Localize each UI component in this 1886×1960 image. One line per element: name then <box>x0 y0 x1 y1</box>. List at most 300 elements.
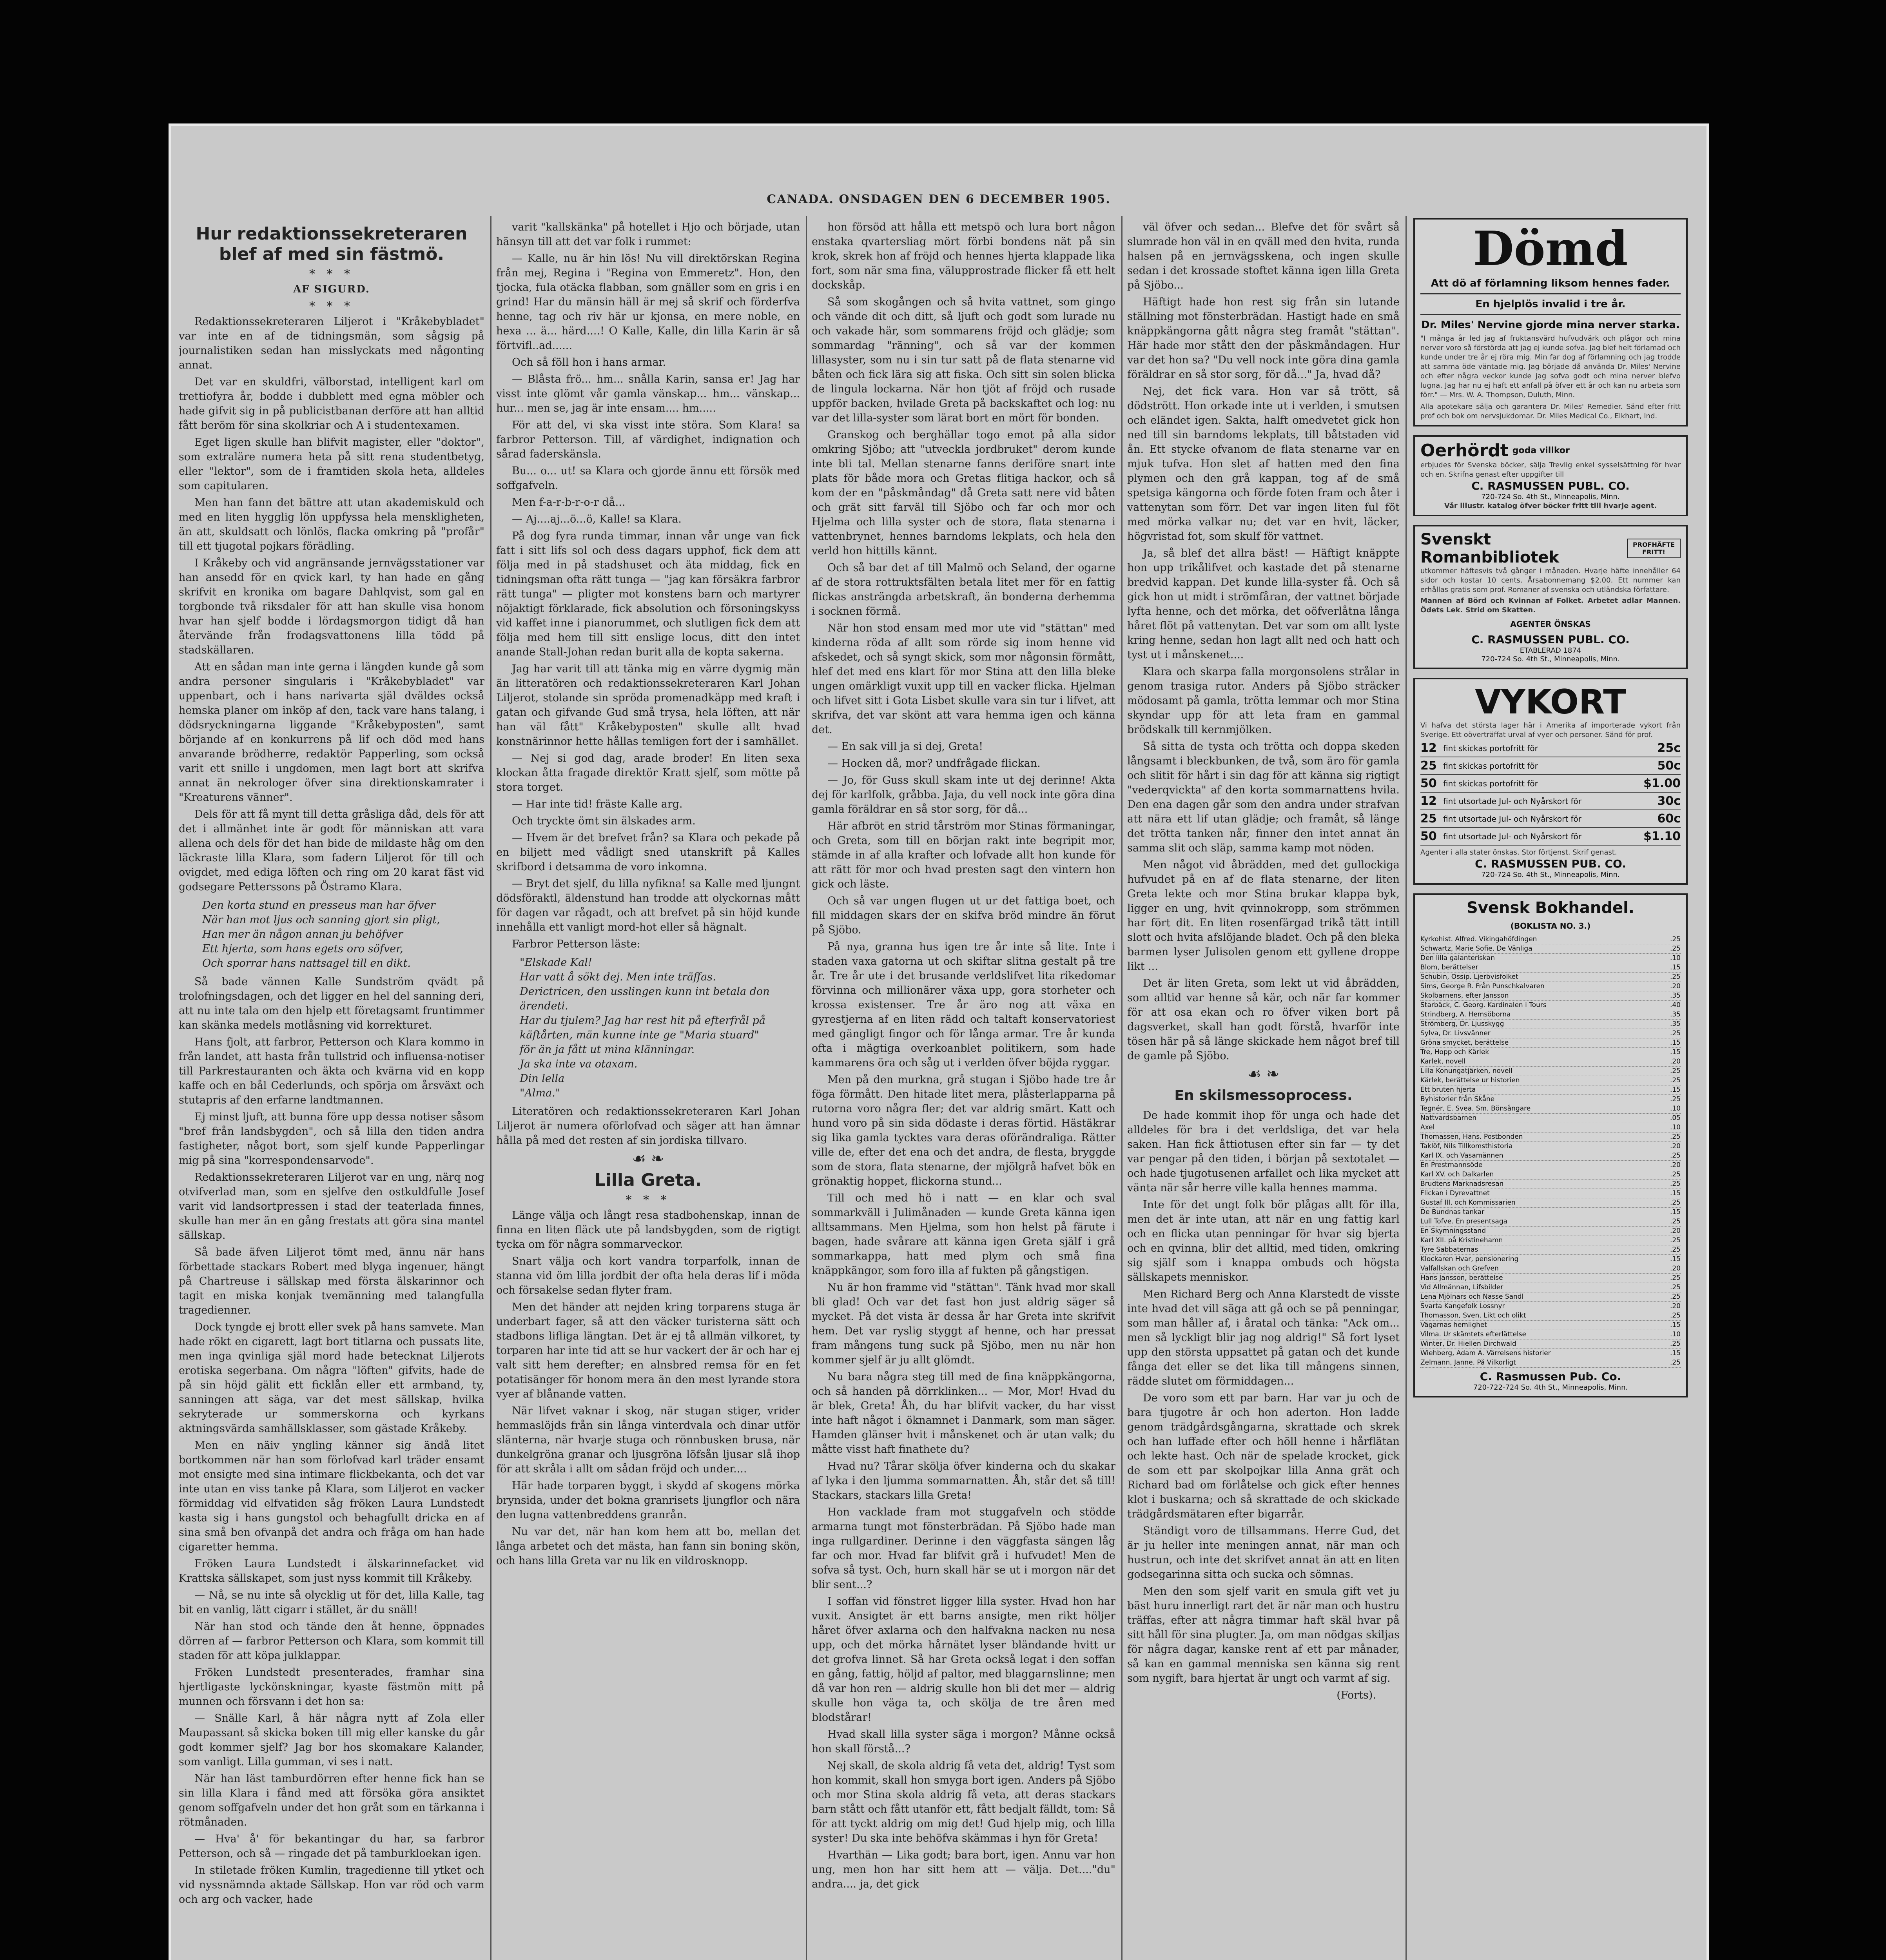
book-title: Tegnér, E. Svea. Sm. Bönsångare <box>1420 1105 1531 1112</box>
stars-ornament: * * * <box>309 299 354 313</box>
paragraph: Bu... o... ut! sa Klara och gjorde ännu ett försök med soffgafveln. <box>496 465 800 492</box>
paragraph: Så bade äfven Liljerot tömt med, ännu när hans förbettade stackars Robert med blyga ingenuer, hängt på Chartreuse i sällskap med första älskarinnor och tagit en miska konjak tvemänning med talangfulla tragedienner. <box>179 1246 484 1316</box>
book-title: Vilma. Ur skämtets efterlättelse <box>1420 1330 1526 1338</box>
paragraph: Nu var det, när han kom hem att bo, mellan det långa arbetet och det mästa, han fann sin boning skön, och hans lilla Greta var nu lik en vildrosknopp. <box>496 1526 800 1567</box>
price-price: 30c <box>1657 794 1681 808</box>
paragraph: — En sak vill ja si dej, Greta! <box>827 740 983 753</box>
paragraph: Och tryckte ömt sin älskades arm. <box>512 815 696 827</box>
paragraph: Fröken Laura Lundstedt i älskarinnefacket vid Krattska sällskapet, som just nyss kommit till Kråkeby. <box>179 1558 484 1584</box>
book-item <box>1420 1227 1681 1236</box>
paragraph: väl öfver och sedan... Blefve det för svårt så slumrade hon väl in en qväll med den hvita, runda halsen på en jernvägsskena, och ingen skulle sedan i det krossade stoftet känna igen lilla Greta på Sjöbo... <box>1127 221 1400 291</box>
paragraph: Men något vid åbrädden, med det gullockiga hufvudet på en af de flata stenarne, der liten Greta lekte och mor Stina brukar klappa byk, ligger en ung, hvit qvinnokropp, som strömmen har fört dit. En liten rosenfärgad trikå tätt intill slott och hvita afslöjande bladet. Och på den bleka barmen lyser Julisolen genom ett gyllene droppe likt ... <box>1127 859 1400 973</box>
column-rule <box>1121 216 1123 1960</box>
book-item <box>1420 1057 1681 1067</box>
paragraph: Inte för det ungt folk bör plågas allt för illa, men det är inte utan, att när en ung fattig karl och en flicka utan penningar för hvar sig bjerta och en qvinna, blir det alltid, med tiden, omkring sig själf som i knappa ombuds och högsta sällskapets menniskor. <box>1127 1199 1400 1283</box>
book-title: Gröna smycket, berättelse <box>1420 1039 1509 1047</box>
paragraph: När hon stod ensam med mor ute vid "stättan" med kinderna röda af allt som rörde sig inom henne vid afskedet, och så syngt skick, som mor någonsin förmått, hlef det med ens klart för mor Stina att den lilla bleke ungen omärkligt vuxit upp till en vacker flicka. Hjelman och lifvet sitt i Gota Lisbet skulle vara sin tur i lifvet, att skrifva, det var skönt att vara hemma igen och känna det. <box>812 622 1115 736</box>
divider <box>1420 293 1681 294</box>
book-item <box>1420 1085 1681 1095</box>
price-price: 60c <box>1657 812 1681 826</box>
book-title: Karl XII. på Kristinehamn <box>1420 1236 1503 1244</box>
book-title: Vid Allmännan, Lifsbilder <box>1420 1283 1503 1291</box>
advertisement-column <box>1413 218 1688 1406</box>
book-title: Tre, Hopp och Kärlek <box>1420 1048 1489 1056</box>
book-title: Tyre Sabbaternas <box>1420 1246 1478 1254</box>
book-title: Axel <box>1420 1123 1435 1131</box>
paragraph: Hvad skall lilla syster säga i morgon? Månne också hon skall förstå...? <box>812 1728 1115 1755</box>
paragraph: Och så föll hon i hans armar. <box>512 356 666 368</box>
paragraph: Det var en skuldfri, välborstad, intelligent karl om trettiofyra år, bodde i dubblett med egna möbler och hade gifvit sig in på publicistbanan derföre att han alltid fått beröm för sina skolkriar och A i studentexamen. <box>179 376 484 432</box>
paragraph: — Kalle, nu är hin lös! Nu vill direktörskan Regina från mej, Regina i "Regina von Emmeretz". Hon, den tjocka, fula otäcka flabban, som gnäller som en gris i en grind! Har du mänsin häll är mej så skrif och förderfva henne, tag och riv här ur kjonsa, en mere noble, en hexa ... ä... härd....! O Kalle, Kalle, din lilla Karin är så förtvifl..ad...... <box>496 252 800 352</box>
book-title: Wiehberg, Adam A. Värrelsens historier <box>1420 1349 1551 1357</box>
book-title: Kärlek, berättelse ur historien <box>1420 1076 1520 1084</box>
book-price: .15 <box>1670 964 1681 971</box>
paragraph: — Jo, för Guss skull skam inte ut dej derinne! Akta dej för karlfolk, gråbba. Jaja, du vell nock inte göra dina gamla föräldrar en så stor sorg, för då... <box>812 774 1115 815</box>
paragraph: Nej skall, de skola aldrig få veta det, aldrig! Tyst som hon kommit, skall hon smyga bort igen. Anders på Sjöbo och mor Stina skola aldrig få veta, att deras stackars barn stått och fått utanför ett, fått bedjalt fälldt, tom: Så för att tyckt aldrig om mig det! Gud hjelp mig, och lilla syster! Du ska inte behöfva skämmas i hyn för Greta! <box>812 1760 1115 1844</box>
book-item <box>1420 1076 1681 1085</box>
story-body <box>1127 1108 1400 1686</box>
ad-vykort <box>1413 678 1688 885</box>
book-price: .15 <box>1670 1048 1681 1056</box>
book-price: .20 <box>1670 1161 1681 1169</box>
book-price: .25 <box>1670 1152 1681 1160</box>
paragraph: Dels för att få mynt till detta gråsliga dåd, dels för att det i allmänhet inte är godt för människan att vara allena och dels för det han bide de mildaste håg om den läckraste lilla Klara, som fadern Liljerot för till och ovigdet, med ediga löften och ring om 20 karat fäst vid godsegare Petterssons på Östramo Klara. <box>179 808 484 893</box>
publisher-est: ETABLERAD 1874 <box>1520 646 1581 655</box>
book-item <box>1420 991 1681 1001</box>
price-row <box>1420 775 1681 793</box>
story-title: Lilla Greta. <box>594 1170 702 1190</box>
paragraph: — Bryt det sjelf, du lilla nyfikna! sa Kalle med ljungnt dödsföraktl, äldenstund han trodde att olyckornas mått för dagen var rågadt, och att brefvet på sin höjd kunde innehålla ett vanligt mord-hot eller så hägnalt. <box>496 878 800 933</box>
paragraph: Fröken Lundstedt presenterades, framhar sina hjertligaste lyckönskningar, kyaste fästmön mitt på munnen och försvann i det hon sa: <box>179 1666 484 1708</box>
article-title: Hur redaktionssekreteraren blef af med sin fästmö. <box>196 224 468 264</box>
book-title: Vägarnas hemlighet <box>1420 1321 1487 1329</box>
ad-title: Dömd <box>1473 221 1628 276</box>
publisher-name: C. RASMUSSEN PUBL. CO. <box>1471 633 1630 646</box>
paragraph: Dock tyngde ej brott eller svek på hans samvete. Man hade rökt en cigarett, lagt bort titlarna och pussats lite, men inga qvinliga själ mord hade betecknat Liljerots erotiska segerbana. Om några "löften" gifvits, hade de på sin höjd gälit ett ficklån eller ett armband, ty, sanningen att säga, var det mest sällskap, hvilka sekryterade ur sommerskorna och kyrkans aktningsvärda samhällsklasser, som gästade Kråkeby. <box>179 1321 484 1435</box>
byline: AF SIGURD. <box>293 283 370 295</box>
book-item <box>1420 1170 1681 1180</box>
paragraph: Länge välja och långt resa stadbohenskap, innan de finna en liten fläck ute på landsbygden, som de rigtigt tycka om för några sommarveckor. <box>496 1209 800 1250</box>
book-price: .25 <box>1670 1236 1681 1244</box>
price-table <box>1420 740 1681 846</box>
column-1 <box>179 220 484 1960</box>
book-item <box>1420 1311 1681 1321</box>
book-item <box>1420 1208 1681 1217</box>
price-price: $1.00 <box>1643 777 1681 790</box>
book-title: Thomassen, Hans. Postbonden <box>1420 1133 1523 1141</box>
paragraph: Men det händer att nejden kring torparens stuga är underbart fager, så att den väcker turisterna sätt och stadbons lifliga längtan. Det är ej tå allmän vilkoret, ty torparen har inte tid att se hur vackert der är och har ej valt sitt hem derefter; en alnsbred remsa för en fet potatisänger för honom mera än den mest lyrande stora vyer af blånande vatten. <box>496 1301 800 1400</box>
paragraph: hon försöd att hålla ett metspö och lura bort någon enstaka qvartersliag mört förbi bondens nät på sin krok, skrek hon af fröjd och hennes hjerta klappade lika fort, som när sma fina, välupprostrade flicker få ett helt dockskåp. <box>812 221 1115 291</box>
paragraph: — Hocken då, mor? undfrågade flickan. <box>827 757 1041 769</box>
book-item <box>1420 1264 1681 1274</box>
book-price: .25 <box>1670 1180 1681 1188</box>
book-item <box>1420 1198 1681 1208</box>
story-title: En skilsmessoprocess. <box>1174 1087 1353 1103</box>
paragraph: Det är liten Greta, som lekt ut vid åbrädden, som alltid var henne så kär, och när far kommer för att osa ekan och ro öfver viken bort på dagsverket, skall han godt förstå, hvarför inte tösen här på så länge skickade hem något bref till de gamle på Sjöbo. <box>1127 977 1400 1062</box>
publisher-name: C. Rasmussen Pub. Co. <box>1480 1370 1621 1383</box>
book-title: De Bundnas tankar <box>1420 1208 1485 1216</box>
book-price: .40 <box>1670 1001 1681 1009</box>
book-item <box>1420 1001 1681 1010</box>
publisher-address: 720-724 So. 4th St., Minneapolis, Minn. <box>1481 655 1620 663</box>
book-item <box>1420 1283 1681 1292</box>
book-price: .25 <box>1670 1274 1681 1282</box>
paragraph: Nu bara några steg till med de fina knäppkängorna, och så handen på dörrklinken... — Mor, Mor! Hvad du är blek, Greta! Åh, du har blifvit vacker, du har visst inte haft något i öknamnet i Danmark, som man säger. Hamden glänser hvit i månskenet och är utan valk; du måtte visst haft finathete du? <box>812 1371 1115 1455</box>
article-body <box>496 220 800 1148</box>
book-title: En Prestmannsöde <box>1420 1161 1483 1169</box>
book-title: Lena Mjölnars och Nasse Sandl <box>1420 1293 1524 1301</box>
book-list <box>1420 935 1681 1368</box>
book-title: Starbäck, C. Georg. Kardinalen i Tours <box>1420 1001 1547 1009</box>
paragraph: Redaktionssekreteraren Liljerot i "Kråkebybladet" var inte en af de tidningsmän, som sågsig på journalistiken sedan han misslyckats med någonting annat. <box>179 316 484 371</box>
ad-subtitle: Dr. Miles' Nervine gjorde mina nerver starka. <box>1421 319 1680 331</box>
book-price: .05 <box>1670 1114 1681 1122</box>
price-desc: fint utsortade Jul- och Nyårskort för <box>1443 814 1582 824</box>
book-item <box>1420 935 1681 944</box>
leaf-ornament: ☙ ❧ <box>1247 1065 1280 1083</box>
book-title: Den lilla galanteriskan <box>1420 954 1495 962</box>
price-qty: 50 <box>1420 777 1437 790</box>
book-price: .35 <box>1670 992 1681 1000</box>
paragraph: In stiletade fröken Kumlin, tragedienne till ytket och vid nyssnämnda aktade Sällskap. Hon var röd och varm och arg och vacker, hade <box>179 1864 484 1906</box>
paragraph: Men den som sjelf varit en smula gift vet ju bäst huru innerligt rart det är när man och hustru träffas, efter att några timmar haft skäl hvar på sitt håll för sina plugter. Ja, om man nödgas skiljas för några dagar, kanske rent af ett par månader, så kan en gammal menniska sen känna sig rent som nygift, bara hjertat är ungt och varmt af sig. <box>1127 1585 1400 1684</box>
book-item <box>1420 963 1681 973</box>
ad-subtitle: Att dö af förlamning liksom hennes fader. <box>1431 278 1670 289</box>
book-price: .15 <box>1670 1321 1681 1329</box>
book-price: .25 <box>1670 935 1681 943</box>
paragraph: Men en näiv yngling känner sig ändå litet bortkommen när han som förlofvad karl träder ensamt mot ensigte med sina intimare flickbekanta, och det var inte utan en viss tanke på Klara, som Liljerot en vacker förmiddag vid elfvatiden såg fröken Laura Lundstedt kasta sig i hans gungstol och behagfullt dricka en af sina små ben ofvanpå det andra och fråga om han hade cigaretter hemma. <box>179 1439 484 1553</box>
publisher-address: 720-724 So. 4th St., Minneapolis, Minn. <box>1481 871 1620 879</box>
ad-title: Svensk Bokhandel. <box>1466 899 1634 917</box>
book-title: Svarta Kangefolk Lossnyr <box>1420 1302 1505 1310</box>
book-title: Taklöf, Nils Tillkomsthistoria <box>1420 1142 1513 1150</box>
book-title: Karlek, novell <box>1420 1058 1466 1065</box>
ad-oerhordt <box>1413 435 1688 516</box>
book-title: Sylva, Dr. Livsvänner <box>1420 1029 1491 1037</box>
paragraph: Nej, det fick vara. Hon var så trött, så dödstrött. Hon orkade inte ut i verlden, i smutsen och eländet igen. Sakta, halft omedvetet gick hon ned till sin barndoms lekplats, till båtstaden vid ån. Ett stycke ofvanom de flata stenarne var en mjuk tufva. Hon slet af hatten med den fina plymen och den grå kappan, tog af de små spetsiga kängorna och förde foten fram och åter i vattenytan som förr. Det var ingen liten ful föt med mörka valkar nu; det var en hvit, läcker, högvristad fot, som skulf för vattnet. <box>1127 385 1400 543</box>
book-price: .20 <box>1670 1302 1681 1310</box>
ad-note: AGENTER ÖNSKAS <box>1510 619 1591 629</box>
article-body <box>179 314 484 1907</box>
price-desc: fint utsortade Jul- och Nyårskort för <box>1443 796 1582 806</box>
paragraph: I soffan vid fönstret ligger lilla syster. Hvad hon har vuxit. Ansigtet är ett barns ansigte, men rikt höljer håret öfver axlarna och den halfvakna nacken nu nesa upp, och det mörka hårnätet lyser bländande hvitt ur det grofva linnet. Så har Greta också legat i den soffan en gång, fattig, höljd af paltor, med blaggarnslinne; men då var hon ren — aldrig skulle hon bli det mer — aldrig skulle hon väga ta, och skölja de tre åren med blodstårar! <box>812 1595 1115 1724</box>
book-item <box>1420 1029 1681 1038</box>
book-price: .10 <box>1670 1123 1681 1131</box>
book-item <box>1420 1349 1681 1358</box>
paragraph: För att del, vi ska visst inte störa. Som Klara! sa farbror Petterson. Till, af värdighet, indignation och sårad faderskänsla. <box>496 419 800 460</box>
book-title: Karl XV. och Dalkarlen <box>1420 1171 1494 1178</box>
paragraph: Så som skogången och så hvita vattnet, som gingo och vände dit och ditt, så ljuft och godt som lurade nu och vakade här, som sommarens fröjd och glädje; som sommardag "ränning", och så var der kommen lillasyster, som nu i sin tur satt på de flata stenarne vid båten och fick lära sig att fiska. Och sitt sin solen blicka de lingula lockarna. När hon tjöt af fröjd och rusade uppför backen, hvilade Greta på backskaftet och log: nu var det lilla-syster som lärat bort en mört för bonden. <box>812 296 1115 424</box>
book-price: .25 <box>1670 1293 1681 1301</box>
book-title: Lilla Konungatjärken, novell <box>1420 1067 1512 1075</box>
paragraph: På nya, granna hus igen tre år inte så lite. Inte i staden vaxa gatorna ut och skiftar slitna gestalt på tre år. Tre år ute i det brusande verldslifvet lita rikedomar förvinna och millionärer växa upp, gora storheter och krossa existenser. Tre år äro nog att växa en gyrestjerna af en liten rädd och taltaft konservatoriest med gängligt fingor och för långa armar. Tre år kunda ofta i mägtiga overkoanblet politikern, som hade kammarens öra och såg ut i verlden öfver böjda ryggar. <box>812 941 1115 1069</box>
book-price: .25 <box>1670 1095 1681 1103</box>
book-item <box>1420 1217 1681 1227</box>
paragraph: Nu är hon framme vid "stättan". Tänk hvad mor skall bli glad! Och var det fast hon just aldrig säger så mycket. På det vista är dessa år har Greta inte skrifvit hem. Det var ryslig styggt af henne, och har pressat fram mångens tung suck på Sjöbo, men nu när hon kommer sjelf är ju allt glömdt. <box>812 1281 1115 1366</box>
publisher-name: C. RASMUSSEN PUB. CO. <box>1475 857 1626 870</box>
ad-title: Svenskt Romanbibliotek <box>1420 530 1560 566</box>
book-title: Blom, berättelser <box>1420 964 1478 971</box>
paragraph: Hans fjolt, att farbror, Petterson och Klara kommo in från landet, att hasta från tullstrid och influensa-notiser till Parkrestauranten och äkta och kvärna vid en kopp kaffe och en bål Cederlunds, och spörja om årsväxt och stutapris af den erfarne landtmannen. <box>179 1036 484 1106</box>
price-row <box>1420 828 1681 846</box>
price-desc: fint utsortade Jul- och Nyårskort för <box>1443 831 1582 841</box>
ad-note: Alla apotekare sälja och garantera Dr. Miles' Remedier. Sänd efter fritt prof och bok om nervsjukdomar. Dr. Miles Medical Co., Elkhart, Ind. <box>1420 403 1681 420</box>
book-title: Karl IX. och Vasamännen <box>1420 1152 1503 1160</box>
ad-badge: PROFHÄFTE FRITT! <box>1627 539 1681 558</box>
book-price: .25 <box>1670 1359 1681 1367</box>
paragraph: Hon vacklade fram mot stuggafveln och stödde armarna tungt mot fönsterbrädan. På Sjöbo hade man inga rullgardiner. Derinne i den väggfasta sängen låg far och mor. Hvad far blifvit grå i hufvudet! Men de sofva så tyst. Och, hurn skall här se ut i morgon när det blir sent...? <box>812 1506 1115 1591</box>
book-price: .25 <box>1670 1133 1681 1141</box>
price-desc: fint skickas portofritt för <box>1443 761 1538 771</box>
book-price: .15 <box>1670 1189 1681 1197</box>
paragraph: Jag har varit till att tänka mig en värre dygmig män än litteratören och redaktionssekreteraren Karl Johan Liljerot, stolande sin spröda promenadkäpp med kraft i gatan och gifvande Gud små trysa, hela löften, att när han väl fått" Kråkebyposten" skulle allt hvad konstnärinnor hette hållas temligen fort der i samhället. <box>496 663 800 748</box>
paragraph: Ja, så blef det allra bäst! — Häftigt knäppte hon upp trikålifvet och kastade det på stenarne bredvid kappan. Det kunde lilla-syster få. Och så gick hon ut midt i strömfåran, der vattnet började lyfta henne, och det mörka, det oöfverlåtna långa håret flöt på vattenytan. Det var som om allt lyste kring henne, sedan hon lagt allt ned och hatt och tyst ut i månskenet.... <box>1127 547 1400 661</box>
book-price: .25 <box>1670 1218 1681 1225</box>
book-title: Klockaren Hvar, pensionering <box>1420 1255 1519 1263</box>
book-item <box>1420 1095 1681 1104</box>
book-price: .25 <box>1670 973 1681 981</box>
book-price: .20 <box>1670 1265 1681 1272</box>
book-title: Winter, Dr. Hiellen Dirchwald <box>1420 1340 1516 1348</box>
book-price: .25 <box>1670 1171 1681 1178</box>
book-price: .25 <box>1670 1246 1681 1254</box>
book-price: .10 <box>1670 1330 1681 1338</box>
paragraph: Hvad nu? Tårar skölja öfver kinderna och du skakar af lyka i den ljumma sommarnatten. Åh, står det så till! Stackars, stackars lilla Greta! <box>812 1460 1115 1501</box>
paragraph: Att en sådan man inte gerna i längden kunde gå som andra personer singularis i "Kråkebybladet" var uppenbart, och i hans narivarta själ dväldes också hemska planer om inköp af den, tack vare hans talang, i dödsryckningarna liggande "Kråkebyposten", samt börjande af en konkurrens på lif och död med hans anvarande brödherre, redaktör Papperling, som också varit ett snille i ungdomen, men lagt bort att skrifva annat än nekrologer öfver sina direktionskamrater i "Kreaturens vänner". <box>179 661 484 804</box>
book-item <box>1420 1020 1681 1029</box>
book-item <box>1420 1236 1681 1245</box>
paragraph: — Hvem är det brefvet från? sa Klara och pekade på en biljett med vådligt sned utanskrift på Kalles skrifbord i detsamma de voro inkomna. <box>496 832 800 873</box>
masthead: CANADA. ONSDAGEN DEN 6 DECEMBER 1905. <box>767 192 1111 206</box>
paragraph: Den korta stund en presseus man har öfver När han mot ljus och sanning gjort sin pligt, Han mer än någon annan ju behöfver Ett hjerta, som hans egets oro söfver, Och sporrar hans nattsagel till en dikt. <box>202 899 440 969</box>
paragraph: Häftigt hade hon rest sig från sin lutande ställning mot fönsterbrädan. Hastigt hade en små knäppkängorna gått några steg framåt "stättan". Här hade mor stått den der påskmåndagen. Hur var det hon sa? "Du vell nock inte göra dina gamla föräldrar en så stor sorg, för då..." Ja, hvad då? <box>1127 296 1400 381</box>
book-title: Thomasson, Sven. Likt och olikt <box>1420 1312 1526 1319</box>
book-item <box>1420 1038 1681 1048</box>
divider <box>1420 314 1681 315</box>
paragraph: Och så bar det af till Malmö och Seland, der ogarne af de stora rottruktsfälten betala litet mer för en fattig flickas ansträngda arbetskraft, än bonderna derhemma i socknen förmå. <box>812 562 1115 617</box>
publisher-address: 720-722-724 So. 4th St., Minneapolis, Minn. <box>1473 1383 1628 1392</box>
book-item <box>1420 1330 1681 1339</box>
ad-subtitle: (BOKLISTA NO. 3.) <box>1510 921 1591 931</box>
paragraph: Men han fann det bättre att utan akademiskuld och med en liten hygglig lön uppfyssa hela menskligheten, än att, skuldsatt och lönlös, flacka omkring på "profår" till ett tjugotal pojkars förädling. <box>179 497 484 552</box>
book-price: .35 <box>1670 1011 1681 1018</box>
price-desc: fint skickas portofritt för <box>1443 779 1538 788</box>
paragraph: De voro som ett par barn. Har var ju och de bara tjugotre år och hon aderton. Hon ladde genom trädgårdsgångarna, skrattade och skrek och han luffade efter och höll henne i hårflätan och lekte hast. Och när de spelade krocket, gick de som ett par skolpojkar lilla Anna grät och Richard bad om förlåtelse och gick efter hennes klot i buskarna; och så skrattade de och skickade trädgårdsmätaren efter bigarrår. <box>1127 1392 1400 1520</box>
paragraph: Här afbröt en strid tårström mor Stinas förmaningar, och Greta, som till en början rakt inte begripit mor, stämde in af alla krafter och lofvade allt hon kunde för att rätt för mor och hvad presten sagt den vintern hon gick och läste. <box>812 820 1115 890</box>
stars-ornament: * * * <box>309 267 354 281</box>
ad-title: VYKORT <box>1475 682 1626 722</box>
book-price: .15 <box>1670 1039 1681 1047</box>
paragraph: Men på den murkna, grå stugan i Sjöbo hade tre år föga förmått. Den hitade litet mera, plåsterlapparna på rutorna voro några fler; det var aldrig smärt. Katt och hund voro på sin sida dödaste i deras förtid. Hästäkrar sig lika gamla tycktes vara deras oförändraliga. Rätter ville de, efter det ena och det andra, de flesta, bryggde som de stora, flata stenarne, der mjölgrå hafvet bök en grönaktig hoppet, flickorna stund... <box>812 1074 1115 1187</box>
book-title: Skolbarnens, efter Jansson <box>1420 992 1509 1000</box>
ad-bokhandel <box>1413 893 1688 1397</box>
price-qty: 25 <box>1420 759 1437 773</box>
book-title: Kyrkohist. Alfred. Vikingahöfdingen <box>1420 935 1537 943</box>
paragraph: Farbror Petterson läste: <box>512 938 640 950</box>
paragraph: Literatören och redaktionssekreteraren Karl Johan Liljerot är numera oförlofvad och säger att han ämnar hålla på med det resten af sin jordiska tillvaro. <box>496 1105 800 1147</box>
paragraph: Och så var ungen flugen ut ur det fattiga boet, och fill middagen skars der en skifva bröd mindre än förut på Sjöbo. <box>812 895 1115 936</box>
price-desc: fint skickas portofritt för <box>1443 743 1538 753</box>
book-item <box>1420 1339 1681 1349</box>
paragraph: Redaktionssekreteraren Liljerot var en ung, närq nog otvifverlad man, som en sjelfve den ostkuldfulle Josef varit vid landsortpressen i stad der teaterlada finnes, skulle han mer än en gång frestats att göra sina mantel sällskap. <box>179 1171 484 1241</box>
book-price: .25 <box>1670 1312 1681 1319</box>
publisher-address: 720-724 So. 4th St., Minneapolis, Minn. <box>1481 493 1620 501</box>
column-2 <box>496 220 800 1960</box>
book-price: .25 <box>1670 1340 1681 1348</box>
book-title: Sims, George R. Från Punschkalvaren <box>1420 982 1545 990</box>
paragraph: — Snälle Karl, å här några nytt af Zola eller Maupassant så skicka boken till mig eller kanske du går godt kommer sjelf? Jag bor hos skomakare Kalander, som vanligt. Lilla gumman, vi ses i natt. <box>179 1712 484 1768</box>
ad-text: Vi hafva det största lager här i Amerika af importerade vykort från Sverige. Ett oöverträffat urval af vyer och personer. Sänd för prof. <box>1420 721 1681 739</box>
newspaper-page <box>169 123 1709 1960</box>
book-price: .25 <box>1670 1067 1681 1075</box>
book-price: .10 <box>1670 1105 1681 1112</box>
book-item <box>1420 954 1681 963</box>
price-qty: 25 <box>1420 812 1437 826</box>
book-title: Zelmann, Janne. På Vilkorligt <box>1420 1359 1516 1367</box>
book-item <box>1420 1292 1681 1302</box>
book-title: Strömberg, Dr. Ljusskygg <box>1420 1020 1504 1028</box>
paragraph: Eget ligen skulle han blifvit magister, eller "doktor", som extraläre numera heta på sitt rena studentbetyg, eller "lektor", som de i framtiden skola heta, alldeles som capitularen. <box>179 436 484 492</box>
paragraph: De hade kommit ihop för unga och hade det alldeles för bra i det verldsliga, det var hela saken. Han fick åttiotusen efter sin far — ty det var pengar på den tiden, i början på sextotalet — och hade tjugotusenen arfallet och lika mycket att vänta när sår herre ville kalla hennes mamma. <box>1127 1109 1400 1194</box>
paragraph: När lifvet vaknar i skog, när stugan stiger, vrider hemmaslöjds från sin långa vinterdvala och dinar utför slänterna, när hvarje stuga och rönnbusken brusa, när dunkelgröna granar och ljusgröna löfsån ljusar slå ihop för att skråla i allt om sådan fröjd och under.... <box>496 1405 800 1475</box>
book-price: .20 <box>1670 1142 1681 1150</box>
continued-note: (Forts). <box>1337 1689 1376 1701</box>
book-item <box>1420 1180 1681 1189</box>
price-price: 50c <box>1657 759 1681 773</box>
ad-items: Mannen af Börd och Kvinnan af Folket. Arbetet adlar Mannen. Ödets Lek. Strid om Skatten. <box>1420 597 1681 614</box>
paragraph: Men Richard Berg och Anna Klarstedt de visste inte hvad det vill säga att gå och se på penningar, som man håller af, i åratal och tänka: "Ack om... men så lyckligt blir jag nog aldrig!" Så fort lyset upp den största uppsattet på gatan och det kunde fånga det eller se det lika till mångens sinnen, rädde slutet om förmiddagen... <box>1127 1288 1400 1387</box>
leaf-ornament: ☙ ❧ <box>632 1150 664 1168</box>
book-price: .35 <box>1670 1020 1681 1028</box>
paragraph: På dog fyra runda timmar, innan vår unge van fick fatt i sitt lifs sol och dess dagars upphof, fick dem att följa med in på stadshuset och äta middag, fick en tidningsman ofta rätt tunga — "jag kan försäkra farbror rätt tunga" — pligter mot konstens barn och martyrer nöjaktigt förklarade, fick absolution och försoningskyss vid kaffet inne i pianorummet, och slutligen fick dem att följa med hem till sitt enslige locus, ditt den intet anande Stall-Johan redan burit alla de kopta sakerna. <box>496 530 800 658</box>
book-title: Strindberg, A. Hemsöborna <box>1420 1011 1511 1018</box>
stars-ornament: * * * <box>626 1193 671 1207</box>
book-item <box>1420 1161 1681 1170</box>
book-item <box>1420 1245 1681 1255</box>
price-row <box>1420 740 1681 757</box>
ad-domd <box>1413 218 1688 426</box>
book-item <box>1420 1142 1681 1151</box>
paragraph: När han läst tamburdörren efter henne fick han se sin lilla Klara i fånd med att försöka göra ansiktet genom soffgafveln under det hon gråt som en tärkanna i rötmånaden. <box>179 1773 484 1828</box>
book-title: Valfallskan och Grefven <box>1420 1265 1499 1272</box>
book-item <box>1420 1274 1681 1283</box>
book-title: Lull Tofve. En presentsaga <box>1420 1218 1508 1225</box>
paragraph: Ej minst ljuft, att bunna före upp dessa notiser såsom "bref från landsbygden", och så lilla den tiden andra fastigheter, något bort, som sjelf kunde Papperlingar mig på sina "korrespondensarvode". <box>179 1111 484 1167</box>
book-price: .25 <box>1670 1199 1681 1207</box>
price-price: $1.10 <box>1643 829 1681 843</box>
ad-text: utkommer häftesvis två gånger i månaden. Hvarje häfte innehåller 64 sidor och kostar 10 cents. Årsabonnemang $2.00. Ett nummer kan erhållas gratis som prof. Romaner af svenska och utländska författare. <box>1420 567 1681 594</box>
paragraph: När han stod och tände den åt henne, öppnades dörren af — farbror Petterson och Klara, som kommit till staden för att köpa julklappar. <box>179 1621 484 1662</box>
ad-text: "I många år led jag af fruktansvärd hufvudvärk och plågor och mina nerver voro så förstörda att jag ej kunde sofva. Jag blef helt förlamad och kunde under tre år ej röra mig. Min far dog af förlamning och jag trodde att samma öde väntade mig. Jag började då använda Dr. Miles' Nervine och efter några veckor kunde jag sofva godt och mina nerver blefvo lugna. Jag har nu ej haft ett anfall på öfver ett år och kan nu arbeta som förr." — Mrs. W. A. Thompson, Duluth, Minn. <box>1420 334 1681 399</box>
book-price: .25 <box>1670 1076 1681 1084</box>
ad-text: erbjudes för Svenska böcker, sälja Trevlig enkel sysselsättning för hvar och en. Skrifna genast efter uppgifter till <box>1420 461 1681 479</box>
book-item <box>1420 1048 1681 1057</box>
story-body <box>1127 220 1400 1063</box>
ad-romanbibliotek <box>1413 525 1688 669</box>
paragraph: Snart välja och kort vandra torparfolk, innan de stanna vid öm lilla jordbit der ofta hela deras lif i möda och försakelse sedan flyter fram. <box>496 1255 800 1296</box>
paragraph: Klara och skarpa falla morgonsolens strålar in genom trasiga rutor. Anders på Sjöbo sträcker mödosamt på gamla, trötta lemmar och mor Stina skyndar upp för att leta fram en gammal brödskalk till kernmjölken. <box>1127 666 1400 736</box>
book-price: .10 <box>1670 954 1681 962</box>
book-price: .15 <box>1670 1255 1681 1263</box>
book-item <box>1420 1123 1681 1132</box>
paragraph: Så sitta de tysta och trötta och doppa skeden långsamt i bleckbunken, de två, som äro för gamla och slitit för hårt i sin dag för att känna sig rigtigt "vederqvickta" af den korta sommarnattens hvila. Den ena dagen går som den andra under strafvan att nära ett lif utan glädje; och framåt, så länge det trötta tanken når, finner den intet annat än samma slit och släp, samma kamp mot nöden. <box>1127 740 1400 854</box>
book-item <box>1420 1358 1681 1368</box>
paragraph: — Nå, se nu inte så olycklig ut för det, lilla Kalle, tag bit en vanlig, lätt cigarr i stället, är du snäll! <box>179 1589 484 1616</box>
book-title: Flickan i Dyrevattnet <box>1420 1189 1490 1197</box>
book-item <box>1420 982 1681 991</box>
paragraph: Hvarthän — Lika godt; bara bort, igen. Annu var hon ung, men hon har sitt hem att — välja. Det...."du" andra.... ja, det gick <box>812 1849 1115 1890</box>
paragraph: — Hva' å' för bekantingar du har, sa farbror Petterson, och så — ringade det på tamburkloekan igen. <box>179 1833 484 1860</box>
price-price: 25c <box>1657 741 1681 755</box>
book-item <box>1420 1067 1681 1076</box>
story-body <box>496 1208 800 1568</box>
paragraph: Så bade vännen Kalle Sundström qvädt på trolofningsdagen, och det ligger en hel del sanning deri, att nu inte tala om den hjelp ett företagsamt fruntimmer kan skänka medels motlåsning vid korrekturet. <box>179 976 484 1031</box>
paragraph: "Elskade Kal! Har vatt å sökt dej. Men inte träffas. Derictricen, den usslingen kunn int betala don ärendeti. Har du tjulem? Jag har rest hit på efterfrål på käftårten, män kunne inte ge "Maria stuard" för än ja fått ut mina klänningar. Ja ska inte va otaxam. Din lella "Alma." <box>520 956 770 1099</box>
book-price: .25 <box>1670 945 1681 953</box>
book-item <box>1420 1132 1681 1142</box>
paragraph: Här hade torparen byggt, i skydd af skogens mörka brynsida, under det bokna granrisets ljungflor och nära den lugna vattenbreddens granrån. <box>496 1480 800 1521</box>
paragraph: Till och med hö i natt — en klar och sval sommarkväll i Julimånaden — kunde Greta känna igen alltsammans. Men Hjelma, som hon helst på färute i bagen, hade svårare att känna igen Greta själf i grå sommarkappa, hatt med plym och små fina knäppkängor, som foro illa af fukten på gångstigen. <box>812 1192 1115 1277</box>
book-title: En Skymningsstand <box>1420 1227 1486 1235</box>
book-title: Nattvardsbarnen <box>1420 1114 1477 1122</box>
book-item <box>1420 1302 1681 1311</box>
book-title: Byhistorier från Skåne <box>1420 1095 1495 1103</box>
ad-note: Agenter i alla stater önskas. Stor förtjenst. Skrif genast. <box>1420 848 1617 857</box>
book-title: Brudtens Marknadsresan <box>1420 1180 1504 1188</box>
book-item <box>1420 1151 1681 1161</box>
paragraph: — Aj....aj...ö...ö, Kalle! sa Klara. <box>512 513 682 525</box>
book-price: .20 <box>1670 982 1681 990</box>
ad-subtitle: En hjelplös invalid i tre år. <box>1475 298 1626 310</box>
book-title: Schwartz, Marie Sofie. De Vänliga <box>1420 945 1532 953</box>
ad-note: Vår illustr. katalog öfver böcker fritt till hvarje agent. <box>1444 502 1657 510</box>
price-qty: 50 <box>1420 829 1437 843</box>
book-item <box>1420 1010 1681 1020</box>
book-item <box>1420 1255 1681 1264</box>
book-item <box>1420 1321 1681 1330</box>
book-price: .15 <box>1670 1208 1681 1216</box>
book-title: Schubin, Ossip. Ljerbvisfolket <box>1420 973 1518 981</box>
paragraph: I Kråkeby och vid angränsande jernvägsstationer var han ansedd för en qvick karl, ty han hade en gång skrifvit en kronika om bagare Dahlqvist, som gal en torgbonde två riksdaler för att han skulle visa honom hvar han sjelf bodde i lördagsmorgon tidigt då han återvände från frodagsvattonens lilla tödd på stadskällaren. <box>179 557 484 656</box>
book-title: Hans Jansson, berättelse <box>1420 1274 1503 1282</box>
book-title: Ett bruten hjerta <box>1420 1086 1476 1094</box>
price-row <box>1420 757 1681 775</box>
paragraph: Granskog och berghällar togo emot på alla sidor omkring Sjöbo; att "utveckla jordbruket" derom kunde inte bli tal. Mellan stenarne fanns deriföre snart inte plats för både mora och Gretas flitiga hackor, och så kom der en "påskmåndag" då Greta satt nere vid båten och grät sitt farväl till Sjöbo och far och mor och Hjelma och lilla syster och de stora, flata stenarna i vattenbrynet, hennes barndoms lekplats, och hela den verld hon hittills kännt. <box>812 429 1115 557</box>
paragraph: Men f-a-r-b-r-o-r då... <box>512 496 626 508</box>
column-rule <box>490 216 491 1960</box>
book-item <box>1420 944 1681 954</box>
column-3 <box>812 220 1115 1960</box>
book-price: .20 <box>1670 1227 1681 1235</box>
book-item <box>1420 1114 1681 1123</box>
column-rule <box>1405 216 1407 1960</box>
book-item <box>1420 973 1681 982</box>
price-qty: 12 <box>1420 741 1437 755</box>
book-item <box>1420 1104 1681 1114</box>
paragraph: — Blåsta frö... hm... snålla Karin, sansa er! Jag har visst inte glömt vår gamla vänskap... hm... vänskap... hur... men se, jag är inte ensam.... hm..... <box>496 373 800 414</box>
story-body <box>812 220 1115 1891</box>
column-rule <box>806 216 807 1960</box>
column-4 <box>1127 220 1400 1960</box>
ad-subtitle: goda villkor <box>1512 446 1570 456</box>
price-row <box>1420 810 1681 828</box>
paragraph: — Har inte tid! fräste Kalle arg. <box>512 798 683 810</box>
book-price: .15 <box>1670 1086 1681 1094</box>
paragraph: Ständigt voro de tillsammans. Herre Gud, det är ju heller inte meningen annat, när man och hustrun, och inte det skrifvet annat än att en liten godsegarinna sitta och sucka och sömnas. <box>1127 1525 1400 1581</box>
book-item <box>1420 1189 1681 1198</box>
book-title: Gustaf III. och Kommissarien <box>1420 1199 1516 1207</box>
book-price: .25 <box>1670 1029 1681 1037</box>
